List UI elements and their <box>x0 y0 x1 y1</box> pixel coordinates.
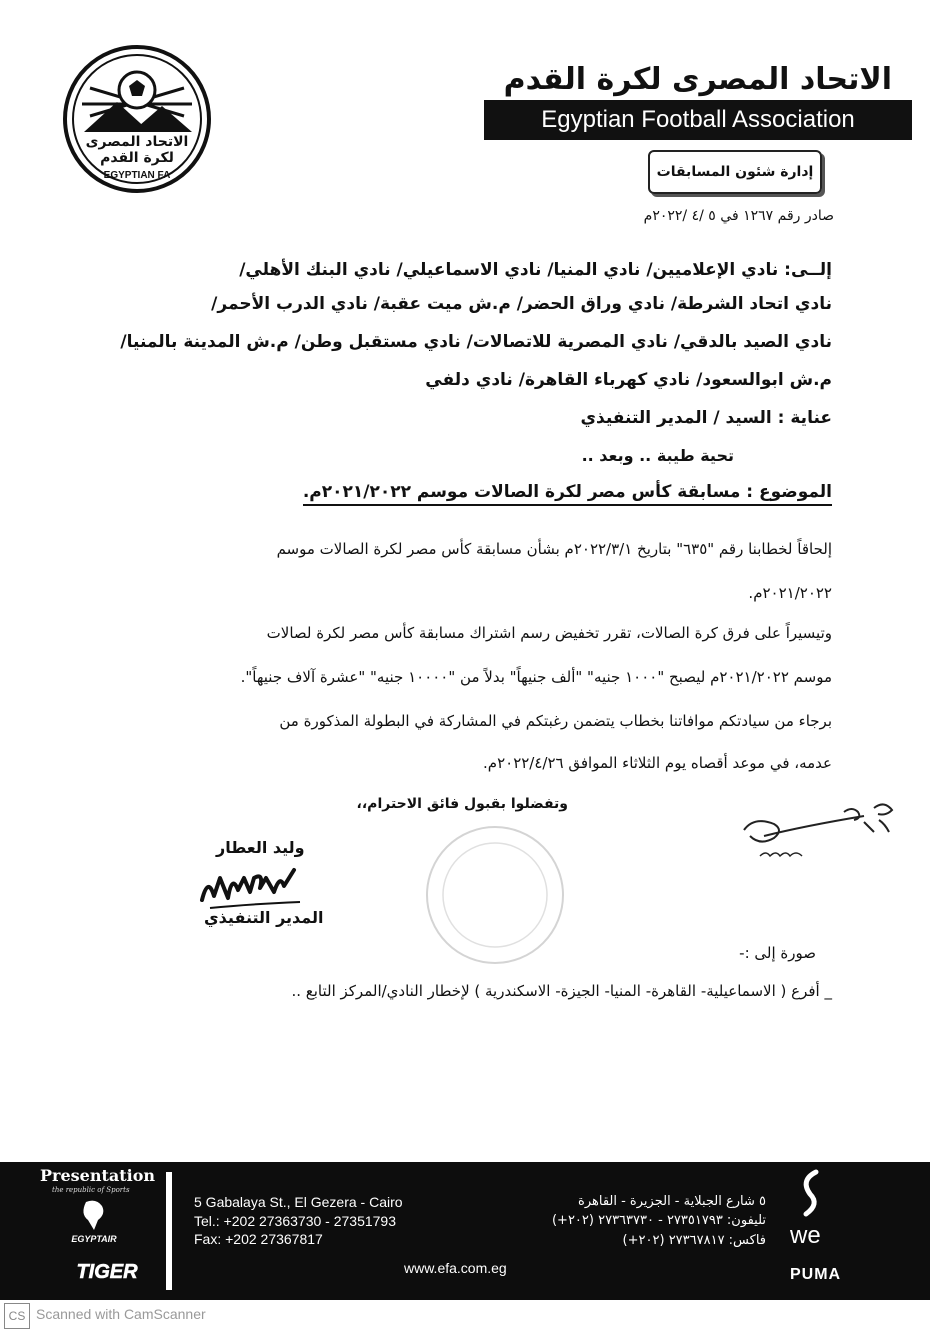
camscanner-badge-icon: CS <box>4 1303 30 1329</box>
puma-logo: PUMA <box>790 1266 842 1283</box>
signatory-name: وليد العطار <box>216 838 305 857</box>
logo-text-ar-1: الاتحاد المصرى <box>85 134 189 150</box>
logo-text-ar-2: لكرة القدم <box>100 150 174 166</box>
addressee-line: نادي اتحاد الشرطة/ نادي وراق الحضر/ م.ش ميت عقبة/ نادي الدرب الأحمر/ <box>211 294 832 314</box>
org-name-en: Egyptian Football Association <box>541 106 855 133</box>
body-text: برجاء من سيادتكم موافاتنا بخطاب يتضمن رغبتكم في المشاركة في البطولة المذكورة من <box>279 712 832 730</box>
footer-fax-ar: فاكس: ٢٧٣٦٧٨١٧ (٢٠٢+) <box>622 1233 766 1248</box>
body-text: عدمه، في موعد أقصاه يوم الثلاثاء الموافق ٢٠٢٢/٤/٢٦م. <box>483 754 832 772</box>
faint-stamp-icon <box>420 820 570 970</box>
addressee-line: نادي الصيد بالدقي/ نادي المصرية للاتصالات/ نادي مستقبل وطن/ م.ش المدينة بالمنيا/ <box>120 332 832 352</box>
camscanner-text: Scanned with CamScanner <box>36 1306 206 1322</box>
egyptair-logo-icon <box>64 1198 124 1246</box>
greeting: تحية طيبة .. وبعد .. <box>581 446 734 465</box>
footer-address-ar: ٥ شارع الجبلاية - الجزيرة - القاهرة <box>578 1194 766 1209</box>
footer-address-en: 5 Gabalaya St., El Gezera - Cairo <box>194 1194 403 1210</box>
department-label: إدارة شئون المسابقات <box>656 164 814 180</box>
reference-number: صادر رقم ١٢٦٧ في ٥ /٤ /٢٠٢٢م <box>643 208 834 224</box>
logo-text-en: EGYPTIAN FA <box>103 170 171 181</box>
efa-logo-icon <box>62 44 212 194</box>
body-text: موسم ٢٠٢١/٢٠٢٢م ليصبح "١٠٠٠ جنيه" "ألف جنيهاً" بدلاً من "١٠٠٠٠ جنيه" "عشرة آلاف جنيهاً". <box>240 668 832 686</box>
signatory-title: المدير التنفيذي <box>204 908 324 927</box>
body-text: ٢٠٢١/٢٠٢٢م. <box>748 584 832 602</box>
sponsor-presentation-logo: Presentation <box>40 1166 155 1185</box>
org-name-ar: الاتحاد المصرى لكرة القدم <box>503 62 892 97</box>
body-text: وتيسيراً على فرق كرة الصالات، تقرر تخفيض رسم اشتراك مسابقة كأس مصر لكرة لصالات <box>266 624 832 642</box>
subject-line: الموضوع : مسابقة كأس مصر لكرة الصالات موسم ٢٠٢١/٢٠٢٢م. <box>303 482 832 506</box>
body-text: إلحاقاً لخطابنا رقم "٦٣٥" بتاريخ ٢٠٢٢/٣/١م بشأن مسابقة كأس مصر لكرة الصالات موسم <box>276 540 832 558</box>
footer-tel-ar: تليفون: ٢٧٣٥١٧٩٣ - ٢٧٣٦٣٧٣٠ (٢٠٢+) <box>551 1213 766 1228</box>
handwritten-note-icon <box>724 790 904 870</box>
sponsor-presentation-tagline: the republic of Sports <box>52 1186 130 1194</box>
egyptair-label: EGYPTAIR <box>71 1234 117 1244</box>
copy-to-line: _ أفرع ( الاسماعيلية- القاهرة- المنيا- الجيزة- الاسكندرية ) لإخطار النادي/المركز التابع .. <box>291 982 832 1000</box>
department-box <box>648 150 822 194</box>
footer-tel-en: Tel.: +202 27363730 - 27351793 <box>194 1213 397 1229</box>
footer-website-link[interactable]: www.efa.com.eg <box>404 1260 507 1276</box>
addressee-line: إلــى: نادي الإعلاميين/ نادي المنيا/ نادي الاسماعيلي/ نادي البنك الأهلي/ <box>239 260 832 280</box>
copy-to-label: صورة إلى :- <box>739 944 816 962</box>
addressee-line: م.ش ابوالسعود/ نادي كهرباء القاهرة/ نادي دلفي <box>425 370 832 390</box>
attention-line: عناية : السيد / المدير التنفيذي <box>580 408 832 428</box>
tiger-label: TIGER <box>76 1261 138 1283</box>
closing-line: وتفضلوا بقبول فائق الاحترام،، <box>356 796 568 812</box>
tiger-logo-icon <box>72 1250 142 1286</box>
we-label: we <box>790 1222 821 1249</box>
footer-fax-en: Fax: +202 27367817 <box>194 1231 323 1247</box>
footer-divider <box>166 1172 172 1290</box>
